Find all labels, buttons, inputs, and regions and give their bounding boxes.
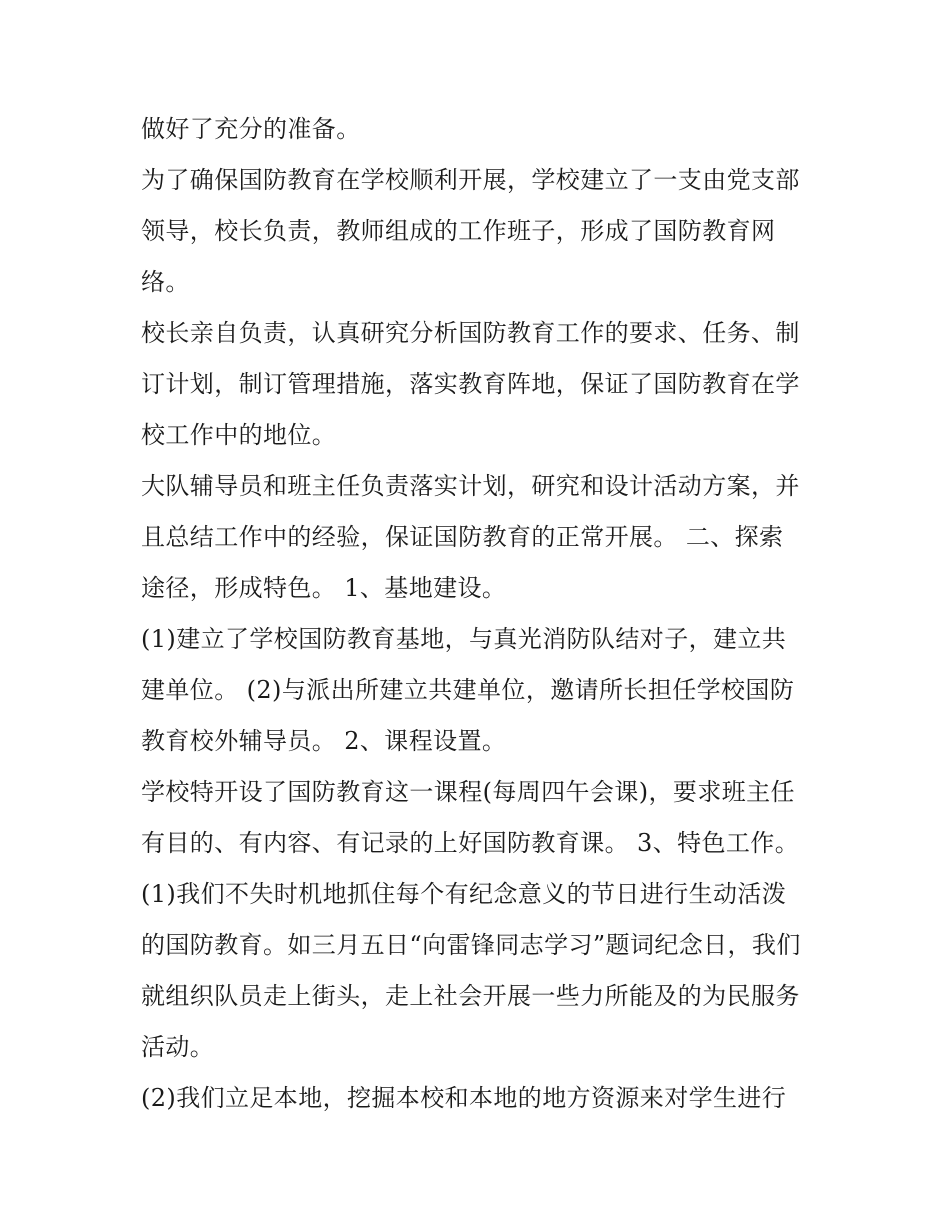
text-line: 有目的、有内容、有记录的上好国防教育课。 3、特色工作。: [141, 829, 800, 857]
text-line: 领导，校长负责，教师组成的工作班子，形成了国防教育网: [141, 217, 776, 245]
text-line: (1)建立了学校国防教育基地，与真光消防队结对子，建立共: [141, 625, 787, 653]
text-line: 络。: [141, 268, 190, 296]
text-line: 大队辅导员和班主任负责落实计划，研究和设计活动方案，并: [141, 472, 800, 500]
text-line: 做好了充分的准备。: [141, 115, 361, 143]
text-line: 途径，形成特色。 1、基地建设。: [141, 574, 507, 602]
text-line: 校长亲自负责，认真研究分析国防教育工作的要求、任务、制: [141, 319, 800, 347]
body-text: [141, 104, 821, 1124]
text-line: 建单位。 (2)与派出所建立共建单位，邀请所长担任学校国防: [141, 676, 795, 704]
text-line: (1)我们不失时机地抓住每个有纪念意义的节日进行生动活泼: [141, 880, 787, 908]
text-line: 且总结工作中的经验，保证国防教育的正常开展。 二、探索: [141, 523, 784, 551]
text-line: (2)我们立足本地，挖掘本校和本地的地方资源来对学生进行: [141, 1084, 787, 1112]
text-line: 为了确保国防教育在学校顺利开展，学校建立了一支由党支部: [141, 166, 800, 194]
text-line: 就组织队员走上街头，走上社会开展一些力所能及的为民服务: [141, 982, 800, 1010]
text-line: 的国防教育。如三月五日“向雷锋同志学习”题词纪念日，我们: [141, 931, 801, 959]
text-line: 教育校外辅导员。 2、课程设置。: [141, 727, 507, 755]
text-line: 学校特开设了国防教育这一课程(每周四午会课)，要求班主任: [141, 778, 795, 806]
text-line: 校工作中的地位。: [141, 421, 337, 449]
text-line: 订计划，制订管理措施，落实教育阵地，保证了国防教育在学: [141, 370, 800, 398]
text-line: 活动。: [141, 1033, 215, 1061]
